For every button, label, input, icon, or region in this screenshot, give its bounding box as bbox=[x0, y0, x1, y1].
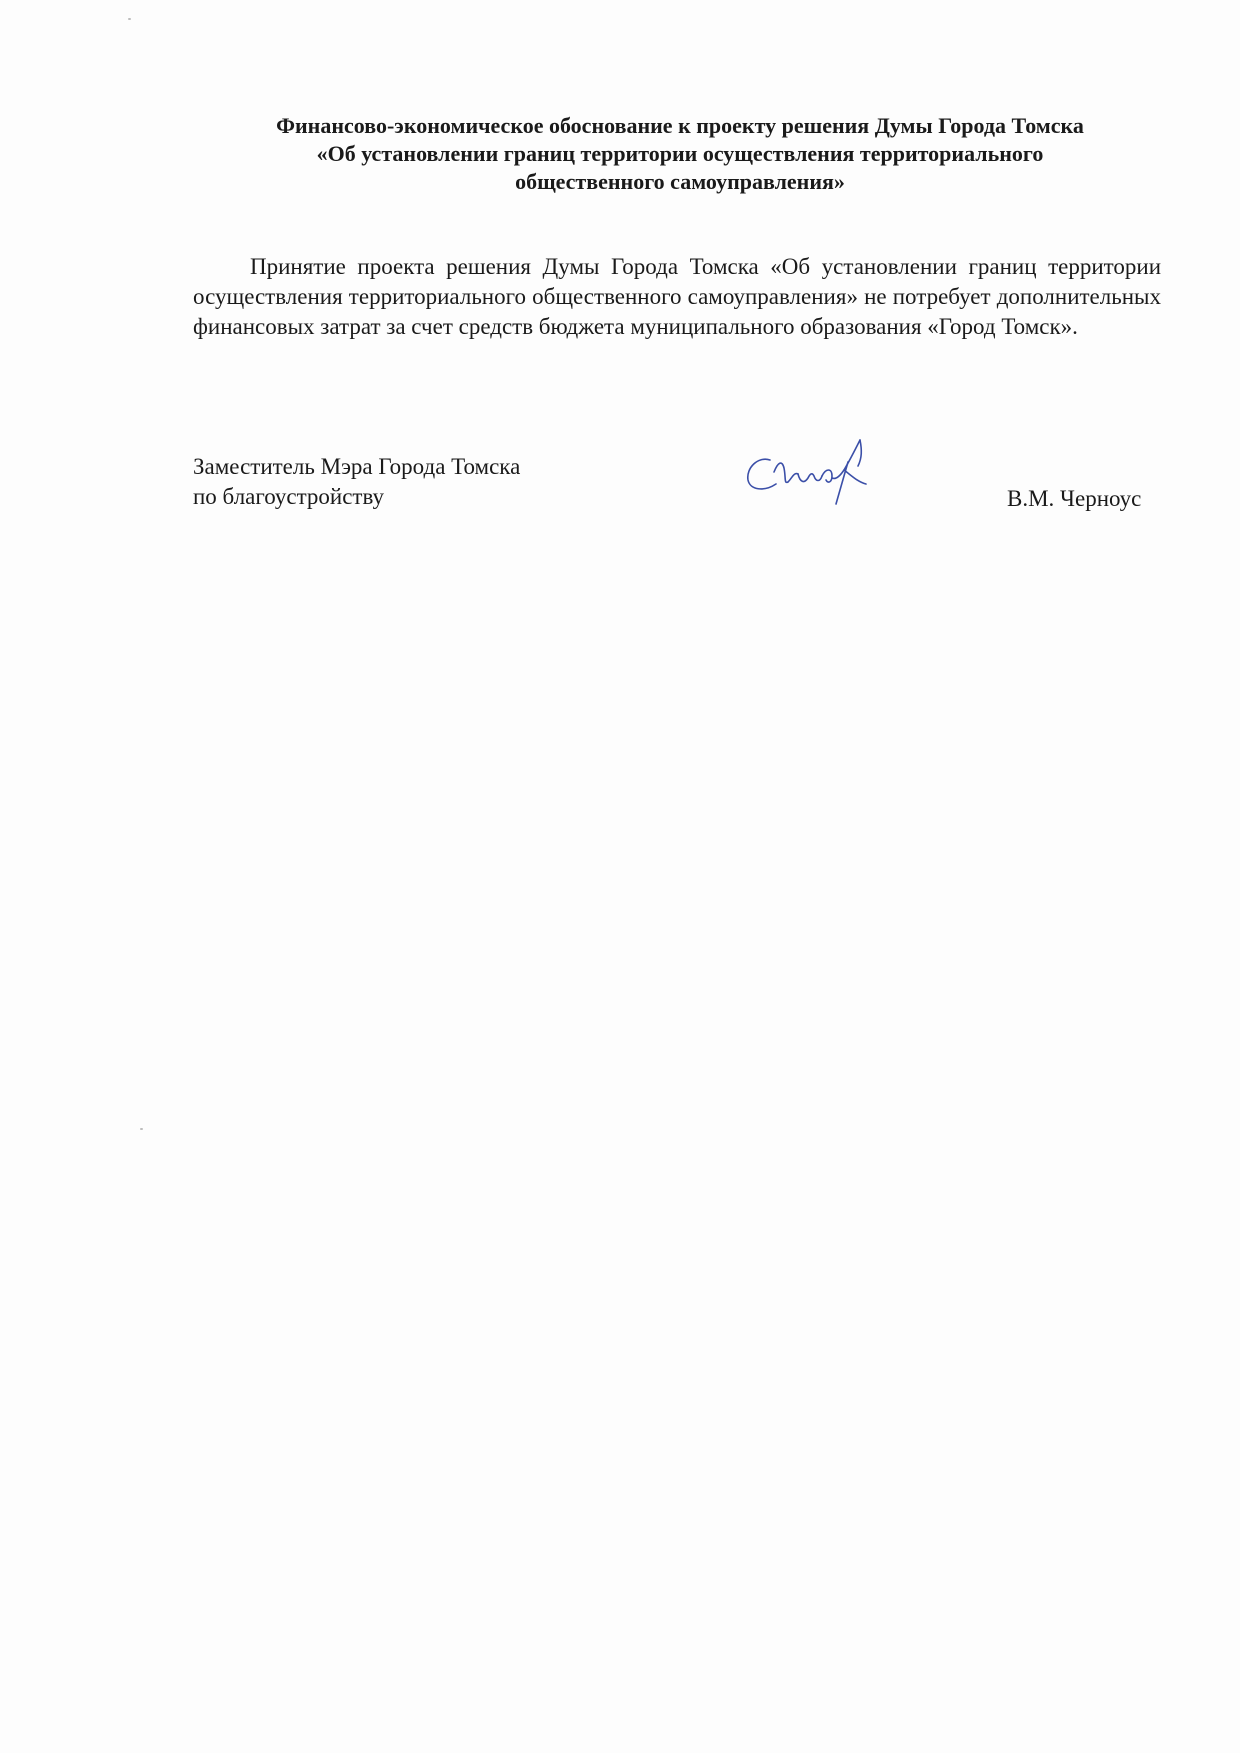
document-title bbox=[200, 112, 1160, 196]
signatory-name: В.М. Черноус bbox=[1007, 486, 1142, 511]
signatory-position bbox=[193, 452, 520, 512]
title-line-2: «Об установлении границ территории осуществления территориального bbox=[316, 141, 1044, 166]
signatory-position-line-1: Заместитель Мэра Города Томска bbox=[193, 454, 521, 479]
scan-speck bbox=[140, 1128, 143, 1130]
signatory-position-line-2: по благоустройству bbox=[193, 484, 385, 509]
title-line-1: Финансово-экономическое обоснование к проекту решения Думы Города Томска bbox=[276, 113, 1084, 138]
scan-speck bbox=[128, 18, 131, 20]
body-paragraph: Принятие проекта решения Думы Города Томска «Об установлении границ территории осуществления территориального общественного самоуправления» не потребует дополнительных финансовых затрат за счет средств бюджета муниципального образования «Город Томск». bbox=[193, 254, 1161, 339]
signature-icon bbox=[740, 432, 880, 512]
title-line-3: общественного самоуправления» bbox=[515, 169, 845, 194]
